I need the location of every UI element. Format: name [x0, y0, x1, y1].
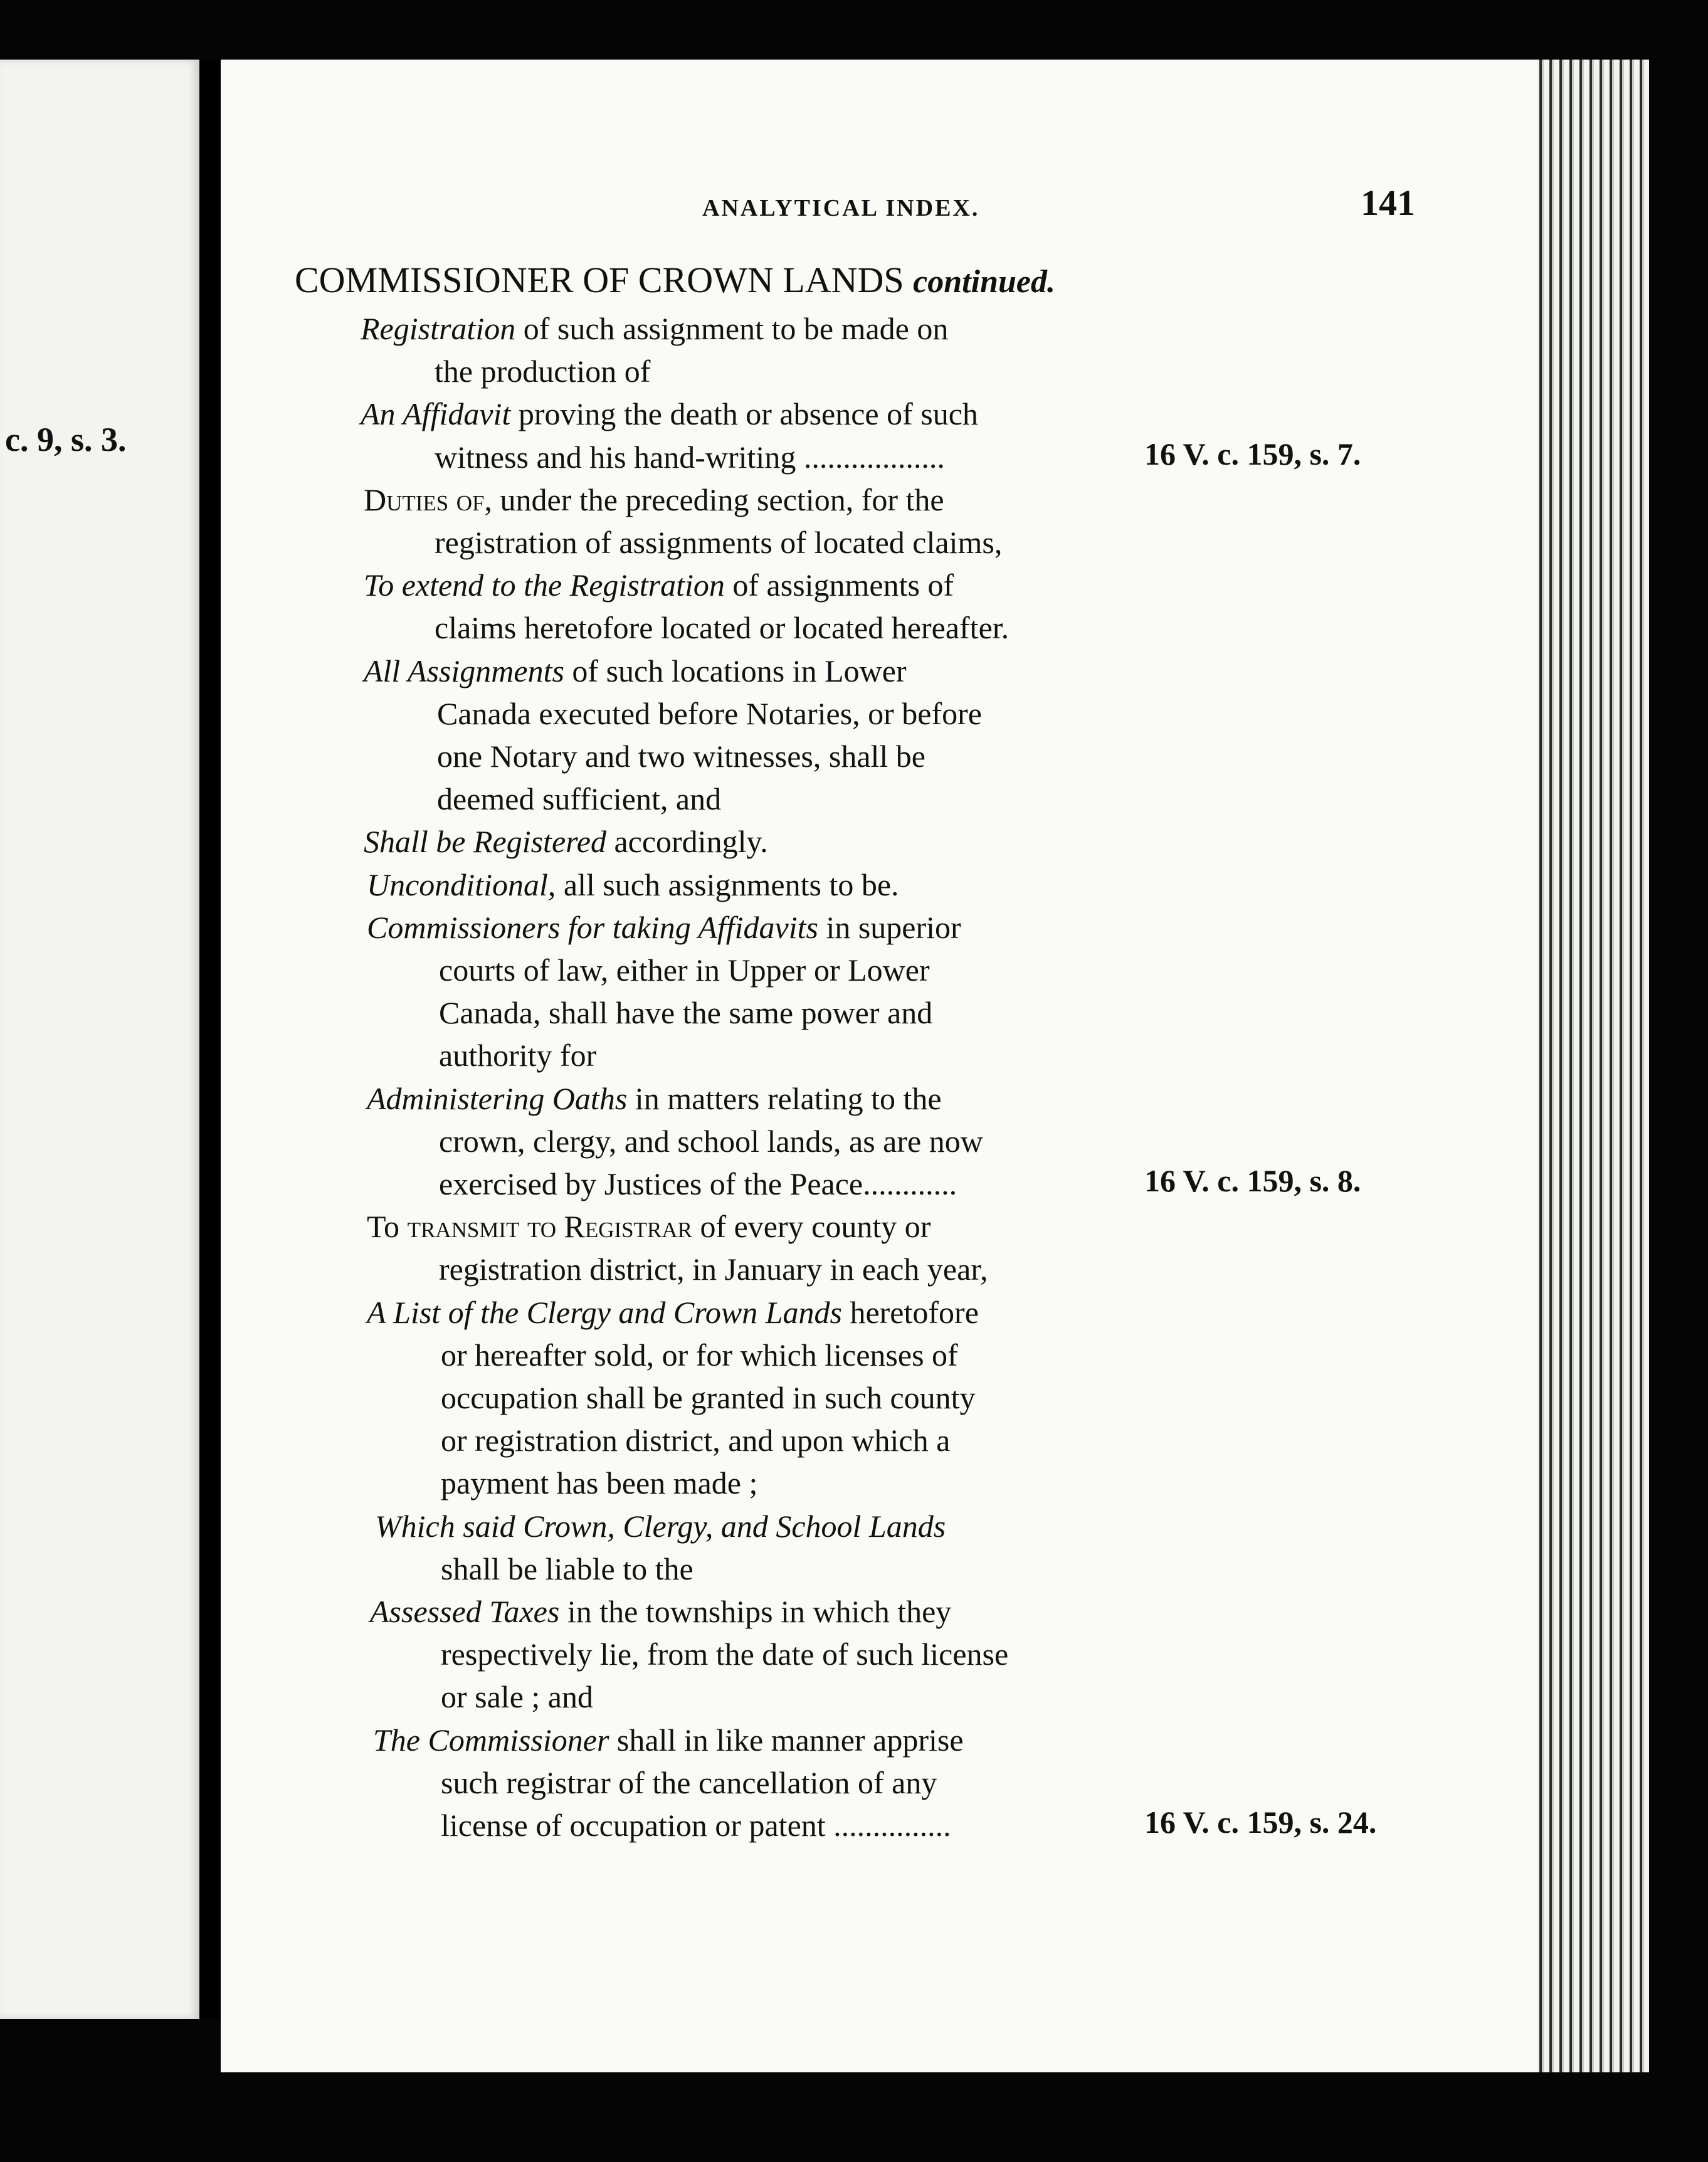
book-gutter — [199, 60, 221, 2019]
italic-keyword: Assessed Taxes — [370, 1594, 560, 1629]
line-text: of such assignment to be made on — [515, 311, 949, 346]
index-line — [435, 521, 1538, 564]
line-text: or registration district, and upon which a — [441, 1423, 951, 1458]
entry-heading-continued: continued. — [913, 264, 1055, 300]
index-line — [439, 1120, 1542, 1163]
line-text: crown, clergy, and school lands, as are now — [439, 1123, 983, 1159]
italic-keyword: Commissioners for taking Affidavits — [367, 909, 818, 945]
line-text: shall in like manner apprise — [609, 1722, 964, 1758]
line-text: occupation shall be granted in such county — [441, 1380, 976, 1415]
statute-citation: 16 V. c. 159, s. 24. — [1144, 1805, 1377, 1840]
line-text: such registrar of the cancellation of any — [441, 1764, 937, 1800]
line-text: in superior — [818, 909, 961, 945]
statute-citation: 16 V. c. 159, s. 7. — [1144, 436, 1361, 472]
index-line — [375, 1505, 1479, 1548]
small-caps-term: transmit to Registrar — [407, 1209, 692, 1245]
line-prefix: To — [367, 1209, 408, 1245]
margin-reference: c. 9, s. 3. — [5, 421, 127, 458]
italic-keyword: The Commissioner — [373, 1722, 609, 1758]
index-line — [439, 1163, 1542, 1205]
italic-keyword: Unconditional — [367, 867, 548, 902]
index-line — [437, 735, 1541, 778]
index-line — [439, 1034, 1542, 1077]
index-line — [439, 1248, 1542, 1290]
entry-heading-title: COMMISSIONER OF CROWN LANDS — [295, 260, 904, 300]
italic-keyword: A List of the Clergy and Crown Lands — [367, 1294, 842, 1330]
line-text: one Notary and two witnesses, shall be — [437, 739, 926, 774]
line-text: of assignments of — [724, 567, 954, 603]
index-line — [441, 1334, 1544, 1376]
line-text: accordingly. — [606, 824, 768, 860]
index-line — [364, 820, 1467, 863]
line-text: , under the preceding section, for the — [484, 482, 944, 517]
index-line — [364, 478, 1467, 521]
line-text: of such locations in Lower — [564, 653, 907, 688]
line-text: the production of — [435, 354, 651, 389]
line-text: Canada, shall have the same power and — [439, 995, 933, 1031]
index-line — [437, 778, 1541, 820]
italic-keyword: An Affidavit — [361, 396, 511, 432]
line-text: authority for — [439, 1038, 597, 1073]
index-line — [435, 606, 1538, 649]
index-line — [441, 1419, 1544, 1462]
index-line — [364, 564, 1467, 606]
index-line — [441, 1761, 1544, 1804]
index-line — [439, 991, 1542, 1034]
line-text: payment has been made ; — [441, 1465, 758, 1501]
index-line — [441, 1633, 1544, 1675]
index-line — [441, 1376, 1544, 1419]
index-line — [441, 1675, 1544, 1718]
index-line — [441, 1804, 1544, 1847]
line-text: registration district, in January in each year, — [439, 1252, 988, 1287]
italic-keyword: All Assignments — [364, 653, 564, 688]
line-text: , all such assignments to be. — [547, 867, 899, 902]
index-line — [361, 393, 1464, 435]
index-line — [367, 906, 1470, 949]
line-text: registration of assignments of located claims, — [435, 525, 1003, 560]
italic-keyword: Administering Oaths — [367, 1080, 628, 1116]
index-line — [367, 1291, 1470, 1334]
small-caps-term: Duties of — [364, 482, 485, 517]
statute-citation: 16 V. c. 159, s. 8. — [1144, 1163, 1361, 1198]
line-text: or hereafter sold, or for which licenses of — [441, 1337, 958, 1373]
line-text: witness and his hand-writing .................. — [435, 439, 945, 475]
index-line — [367, 1077, 1470, 1120]
line-text: in the townships in which they — [559, 1594, 952, 1629]
line-text: courts of law, either in Upper or Lower — [439, 952, 930, 988]
index-line — [435, 436, 1538, 478]
index-line — [370, 1590, 1473, 1633]
index-line — [435, 350, 1538, 393]
entry-heading — [295, 259, 1055, 301]
italic-keyword: Registration — [361, 311, 516, 346]
line-text: of every county or — [692, 1209, 931, 1245]
index-line — [364, 650, 1467, 692]
page-number: 141 — [1361, 182, 1415, 223]
line-text: claims heretofore located or located hereafter. — [435, 610, 1010, 646]
index-line — [367, 863, 1470, 906]
index-line — [441, 1548, 1544, 1590]
index-line — [367, 1205, 1470, 1248]
italic-keyword: To extend to the Registration — [364, 567, 725, 603]
italic-keyword: Shall be Registered — [364, 824, 606, 860]
line-text: in matters relating to the — [627, 1080, 942, 1116]
line-text: license of occupation or patent ............... — [441, 1808, 951, 1843]
index-line — [439, 949, 1542, 991]
index-line — [441, 1462, 1544, 1504]
line-text: or sale ; and — [441, 1679, 593, 1715]
line-text: deemed sufficient, and — [437, 781, 722, 817]
line-text: exercised by Justices of the Peace............ — [439, 1166, 957, 1201]
italic-keyword: Which said Crown, Clergy, and School Lands — [375, 1508, 946, 1544]
line-text: shall be liable to the — [441, 1551, 693, 1586]
index-line — [373, 1719, 1477, 1761]
line-text: heretofore — [841, 1294, 979, 1330]
left-page — [0, 60, 199, 2019]
line-text: respectively lie, from the date of such license — [441, 1637, 1009, 1672]
index-line — [437, 692, 1541, 735]
line-text: proving the death or absence of such — [510, 396, 978, 432]
line-text: Canada executed before Notaries, or before — [437, 695, 982, 731]
running-head: ANALYTICAL INDEX. — [702, 195, 980, 221]
index-line — [361, 307, 1464, 350]
